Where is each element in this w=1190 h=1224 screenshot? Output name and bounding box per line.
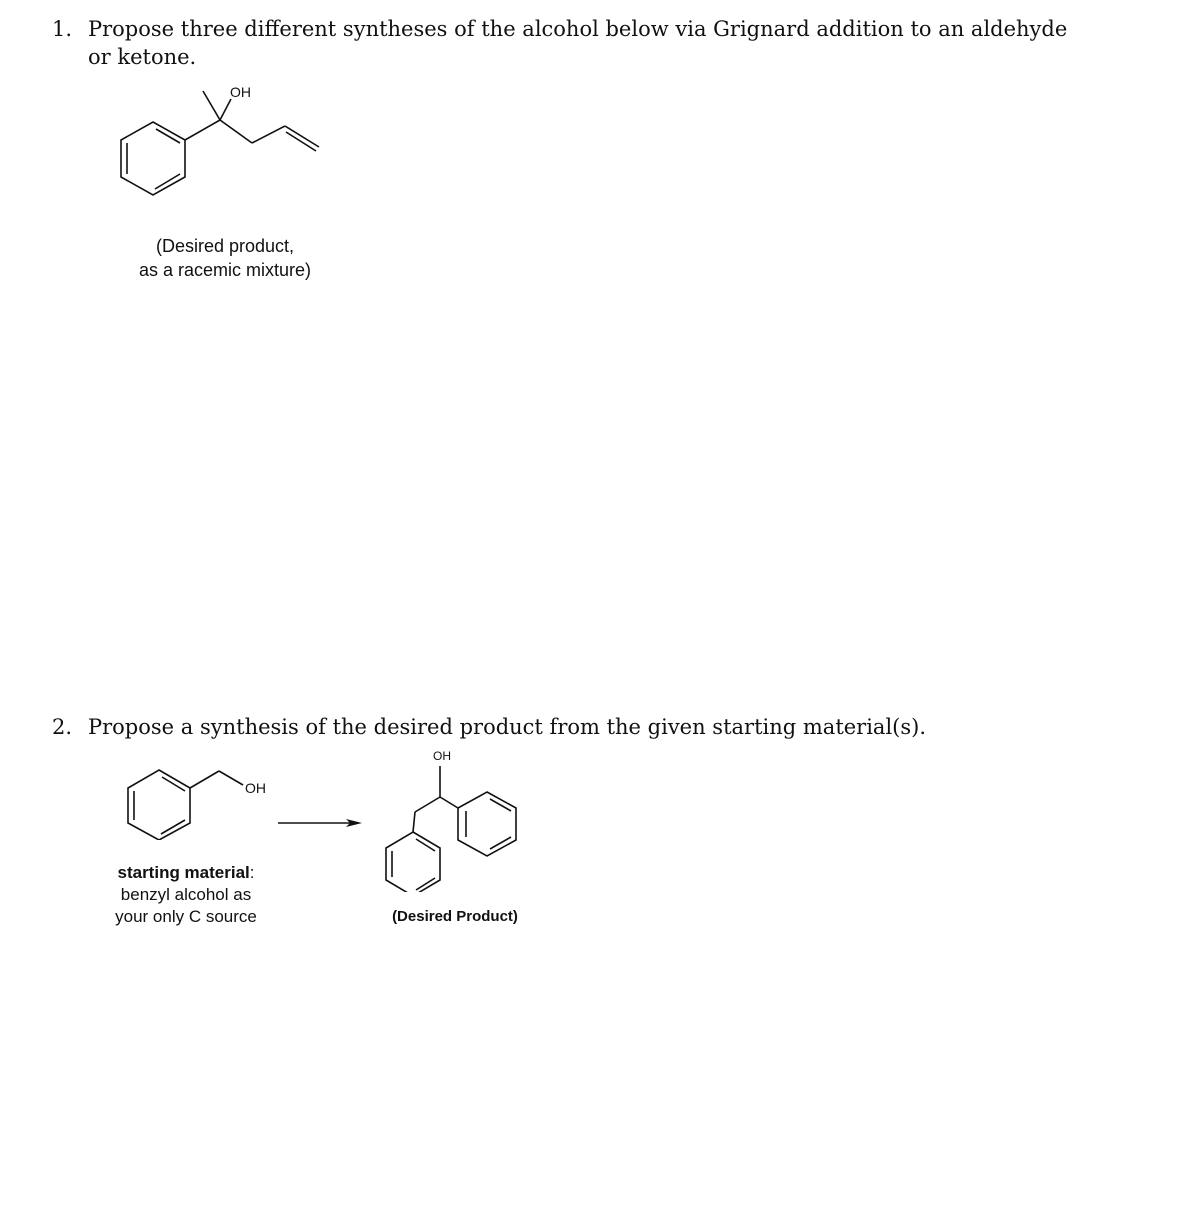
starting-material-line-3: your only C source xyxy=(115,907,257,926)
caption-line-2: as a racemic mixture) xyxy=(138,260,312,280)
question-1-line-1: Propose three different syntheses of the alcohol below via Grignard addition to an aldehyde xyxy=(88,17,1068,41)
starting-material-structure xyxy=(115,760,285,840)
starting-material-colon: : xyxy=(249,863,255,882)
desired-product-caption xyxy=(110,234,340,282)
desired-product-caption-2 xyxy=(370,907,540,927)
question-1-line-2: or ketone. xyxy=(88,45,197,69)
starting-material-heading: starting material xyxy=(117,863,250,882)
reaction-arrow xyxy=(276,815,366,831)
desired-product-structure-2 xyxy=(380,742,530,892)
question-2 xyxy=(52,713,1172,743)
sm-oh-label: OH xyxy=(245,780,266,796)
caption-line-1: (Desired product, xyxy=(155,236,295,256)
question-2-number: 2. xyxy=(52,715,73,739)
q1-oh-label: OH xyxy=(230,84,251,100)
desired-product-structure-1 xyxy=(100,75,340,215)
product-oh-label: OH xyxy=(433,749,451,763)
starting-material-caption xyxy=(96,862,276,928)
question-1-number: 1. xyxy=(52,17,73,41)
starting-material-line-2: benzyl alcohol as xyxy=(120,885,252,904)
question-2-text: Propose a synthesis of the desired product from the given starting material(s). xyxy=(88,715,927,739)
question-1 xyxy=(52,15,1172,75)
product-caption: (Desired Product) xyxy=(392,908,518,925)
